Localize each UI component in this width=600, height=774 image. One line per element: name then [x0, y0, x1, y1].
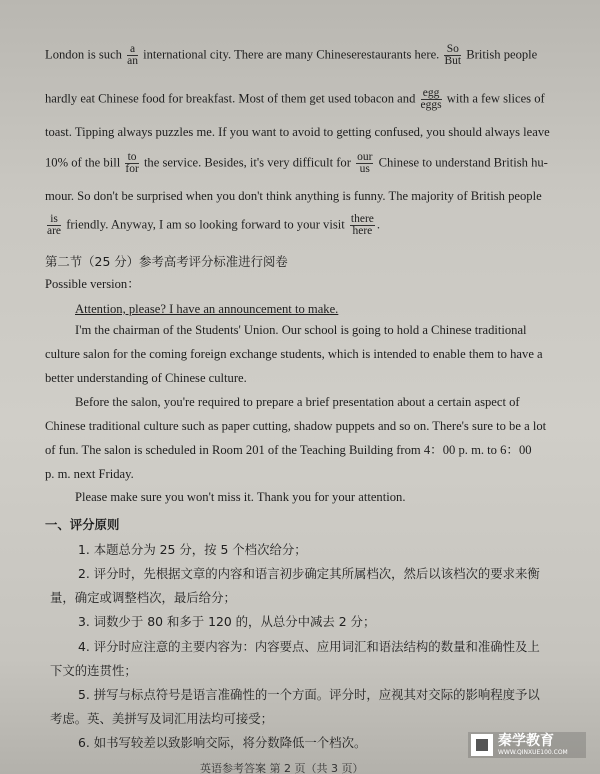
- text: international city. There are many Chineserestaurants here.: [143, 47, 440, 62]
- paragraph-2-line-2: Chinese traditional culture such as paper cutting, shadow puppets and so on. There's sure to be a lot: [45, 419, 547, 433]
- correction-egg-eggs: $\frac{\text{egg}}{\text{eggs}}$: [420, 87, 442, 111]
- text: London is such: [45, 47, 122, 62]
- rule-3: 3. 词数少于 80 和多于 120 的，从总分中减去 2 分；: [78, 614, 376, 629]
- rule-4-line-2: 下文的连贯性；: [50, 663, 137, 678]
- watermark-name: 秦学教育: [498, 732, 554, 749]
- section2-heading: 第二节（25 分）参考高考评分标准进行阅卷: [45, 254, 288, 269]
- correction-so-but: $\frac{So}{\text{But}}$: [444, 43, 462, 67]
- paragraph-2-line-4: p. m. next Friday.: [45, 467, 134, 481]
- correction-to-for: $\frac{to}{\text{for}}$: [125, 151, 139, 175]
- essay-line-4: [45, 152, 548, 175]
- paragraph-1-line-1: I'm the chairman of the Students' Union. Our school is going to hold a Chinese traditional: [75, 323, 527, 337]
- text: Chinese to understand British hu-: [378, 155, 548, 170]
- correction-is-are: $\frac{is}{\text{are}}$: [47, 213, 62, 237]
- scoring-heading: 一、评分原则: [45, 517, 120, 532]
- rule-2-line-1: 2. 评分时，先根据文章的内容和语言初步确定其所属档次，然后以该档次的要求来衡: [78, 566, 540, 581]
- rule-4-line-1: 4. 评分时应注意的主要内容为：内容要点、应用词汇和语法结构的数量和准确性及上: [78, 639, 540, 654]
- text: hardly eat Chinese food for breakfast. Most of them get used tobacon and: [45, 91, 416, 106]
- announcement-title: Attention, please? I have an announcement to make.: [75, 302, 339, 316]
- watermark-url: WWW.QINXUE100.COM: [498, 748, 568, 756]
- rule-1: 1. 本题总分为 25 分，按 5 个档次给分；: [78, 542, 307, 557]
- essay-line-6: $\frac{is}{\text{are}}$ friendly. Anyway, I am so looking forward to your visit $\frac{\text{there}}{\text{here}}$ .: [47, 213, 381, 237]
- rule-5-line-2: 考虑。英、美拼写及词汇用法均可接受；: [50, 711, 274, 726]
- essay-line-5: mour. So don't be surprised when you don't think anything is funny. The majority of British people: [45, 189, 542, 203]
- paragraph-2-line-3: of fun. The salon is scheduled in Room 201 of the Teaching Building from 4：00 p. m. to 6：00: [45, 443, 532, 457]
- paragraph-1-line-2: culture salon for the coming foreign exchange students, which is intended to enable them to have a: [45, 347, 543, 361]
- text: British people: [466, 47, 538, 62]
- rule-5-line-1: 5. 拼写与标点符号是语言准确性的一个方面。评分时，应视其对交际的影响程度予以: [78, 687, 540, 702]
- correction-our-us: $\frac{\text{our}}{us}$: [357, 151, 373, 175]
- essay-line-3: toast. Tipping always puzzles me. If you want to avoid to getting confused, you should always leave: [45, 125, 550, 139]
- text: friendly. Anyway, I am so looking forward to your visit: [66, 217, 345, 232]
- correction-there-here: $\frac{\text{there}}{\text{here}}$: [350, 213, 374, 237]
- essay-line-2: [45, 88, 545, 111]
- rule-6: 6. 如书写较差以致影响交际，将分数降低一个档次。: [78, 735, 367, 750]
- essay-line-1: [45, 44, 537, 67]
- paragraph-3: Please make sure you won't miss it. Thank you for your attention.: [75, 490, 406, 504]
- text: the service. Besides, it's very difficult for: [143, 155, 351, 170]
- possible-version-label: Possible version：: [45, 277, 140, 291]
- watermark-logo-icon: [471, 734, 493, 756]
- rule-2-line-2: 量，确定或调整档次，最后给分；: [50, 590, 236, 605]
- paragraph-1-line-3: better understanding of Chinese culture.: [45, 371, 247, 385]
- correction-a-an: $\frac{a}{an}$: [127, 43, 138, 67]
- paragraph-2-line-1: Before the salon, you're required to prepare a brief presentation about a certain aspect of: [75, 395, 520, 409]
- text: 10% of the bill: [45, 155, 121, 170]
- page-footer: 英语参考答案 第 2 页（共 3 页）: [200, 762, 364, 774]
- text: with a few slices of: [446, 91, 545, 106]
- watermark: [468, 732, 586, 758]
